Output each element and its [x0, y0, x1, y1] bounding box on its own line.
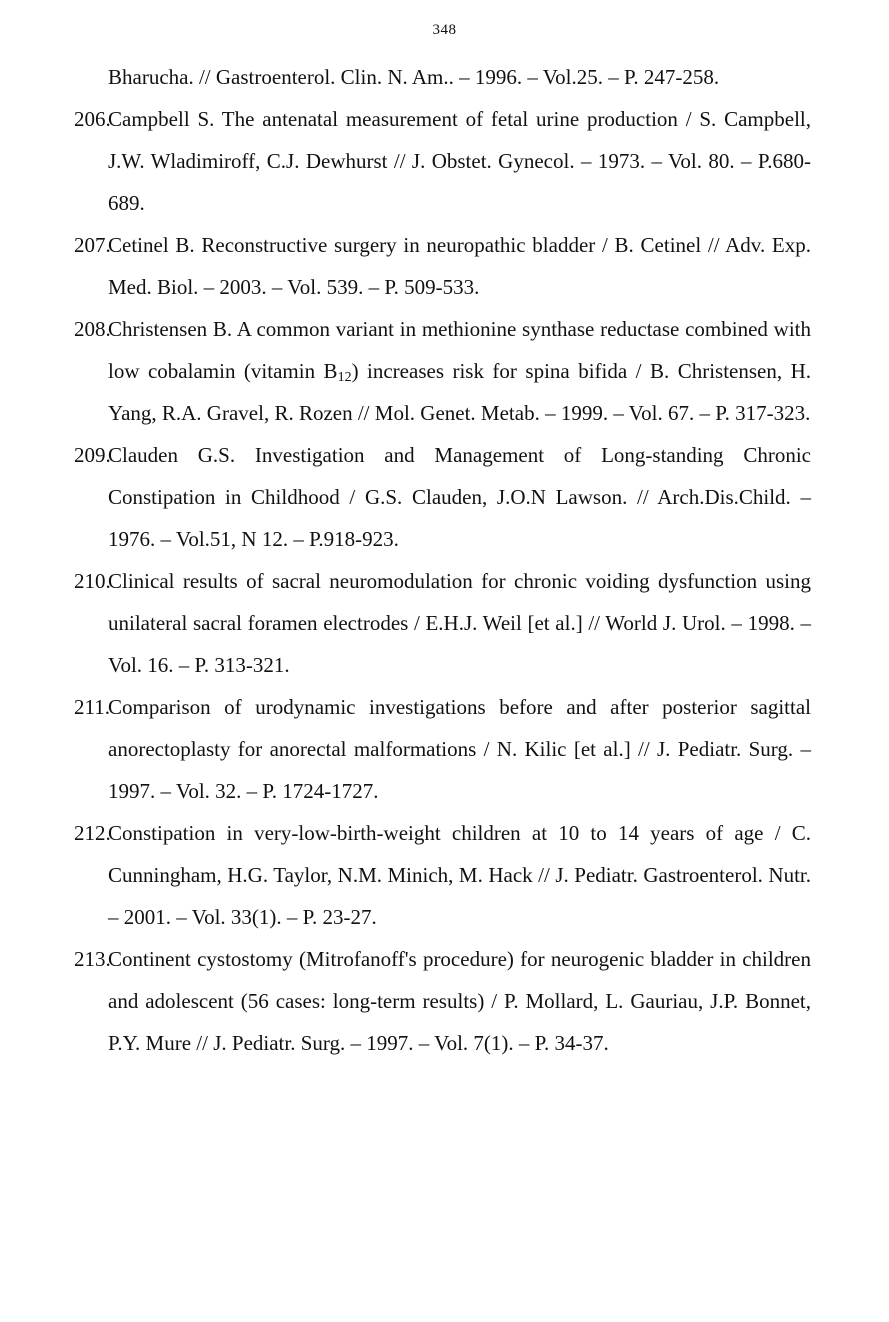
reference-number: 211.: [74, 695, 110, 719]
reference-text: Bharucha. // Gastroenterol. Clin. N. Am.. – 1996. – Vol.25. – P. 247-258.: [108, 65, 720, 89]
reference-item-211: [0, 686, 811, 812]
reference-text-part-2: ) increases risk for spina bifida / B. Christensen, H. Yang, R.A. Gravel, R. Rozen // Mol. Genet. Metab. – 1999. – Vol. 67. – P. 317-323.: [108, 359, 811, 425]
reference-number: 212.: [74, 821, 111, 845]
reference-subscript: 12: [337, 370, 352, 385]
reference-item-208: [0, 308, 811, 434]
reference-item-207: [0, 224, 811, 308]
reference-item-213: [0, 938, 811, 1064]
reference-text: Continent cystostomy (Mitrofanoff's procedure) for neurogenic bladder in children and adolescent (56 cases: long-term results) / P. Mollard, L. Gauriau, J.P. Bonnet, P.Y. Mure // J. Pediatr. Surg. – 1997. – Vol. 7(1). – P. 34-37.: [108, 947, 811, 1055]
reference-text: Constipation in very-low-birth-weight children at 10 to 14 years of age / C. Cunningham, H.G. Taylor, N.M. Minich, M. Hack // J. Pediatr. Gastroenterol. Nutr. – 2001. – Vol. 33(1). – P. 23-27.: [108, 821, 811, 929]
reference-text: Clinical results of sacral neuromodulation for chronic voiding dysfunction using unilateral sacral foramen electrodes / E.H.J. Weil [et al.] // World J. Urol. – 1998. – Vol. 16. – P. 313-321.: [108, 569, 811, 677]
reference-text-part-1: Christensen B. A common variant in methionine synthase reductase combined with low cobalamin (vitamin B: [108, 317, 811, 383]
reference-number: 209.: [74, 443, 111, 467]
reference-number: 208.: [74, 317, 111, 341]
reference-number: 206.: [74, 107, 111, 131]
reference-item-205-continued: [0, 56, 811, 98]
reference-number: 210.: [74, 569, 111, 593]
reference-text: Clauden G.S. Investigation and Management of Long-standing Chronic Constipation in Childhood / G.S. Clauden, J.O.N Lawson. // Arch.Dis.Child. – 1976. – Vol.51, N 12. – P.918-923.: [108, 443, 811, 551]
reference-text: Comparison of urodynamic investigations before and after posterior sagittal anorectoplasty for anorectal malformations / N. Kilic [et al.] // J. Pediatr. Surg. – 1997. – Vol. 32. – P. 1724-1727.: [108, 695, 811, 803]
reference-item-209: [0, 434, 811, 560]
reference-text: Campbell S. The antenatal measurement of fetal urine production / S. Campbell, J.W. Wladimiroff, C.J. Dewhurst // J. Obstet. Gynecol. – 1973. – Vol. 80. – P.680-689.: [108, 107, 811, 215]
reference-list: [0, 56, 889, 1064]
reference-item-210: [0, 560, 811, 686]
reference-text: Cetinel B. Reconstructive surgery in neuropathic bladder / B. Cetinel // Adv. Exp. Med. Biol. – 2003. – Vol. 539. – P. 509-533.: [108, 233, 811, 299]
reference-number: 207.: [74, 233, 111, 257]
reference-number: 213.: [74, 947, 111, 971]
reference-item-212: [0, 812, 811, 938]
page-number: 348: [432, 22, 457, 38]
reference-item-206: [0, 98, 811, 224]
